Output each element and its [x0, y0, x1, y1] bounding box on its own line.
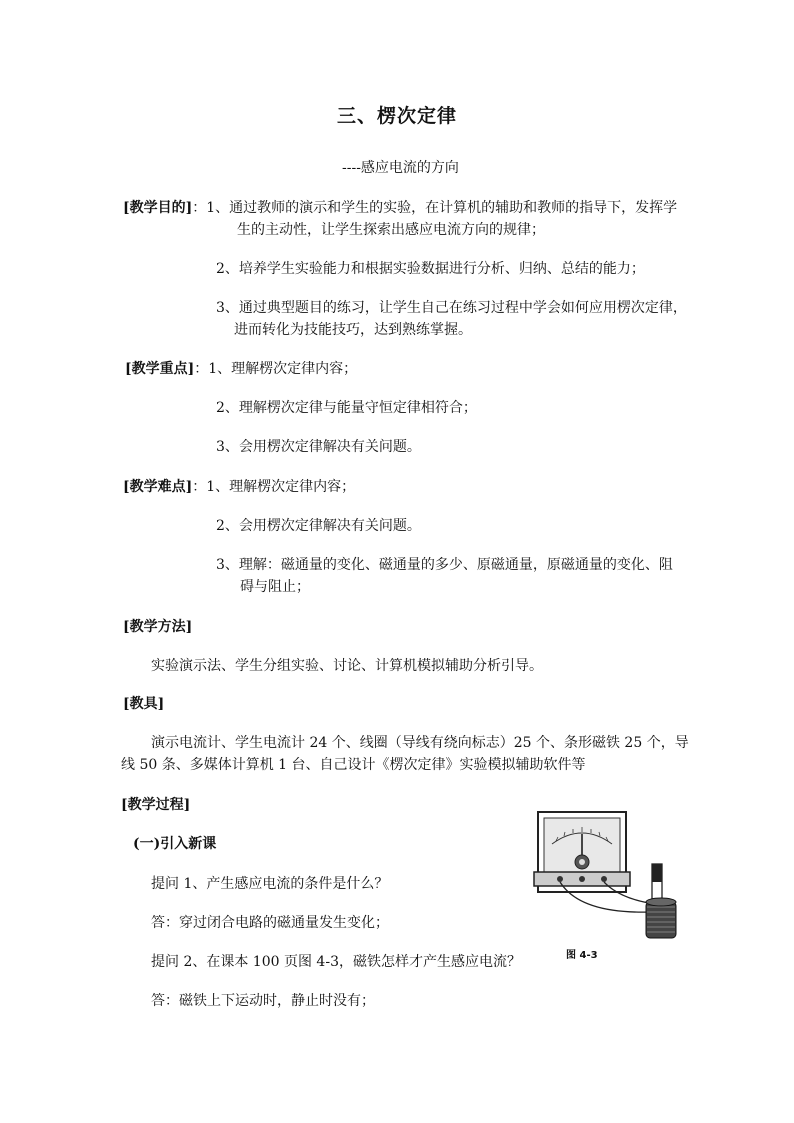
methods-text: 实验演示法、学生分组实验、讨论、计算机模拟辅助分析引导。: [151, 658, 543, 674]
objectives-item3-line2: 进而转化为技能技巧，达到熟练掌握。: [234, 322, 472, 338]
tools-text-line2: 线 50 条、多媒体计算机 1 台、自己设计《楞次定律》实验模拟辅助软件等: [121, 757, 586, 773]
difficulties-item3-line2: 碍与阻止；: [240, 579, 310, 595]
process-section1: (一)引入新课: [133, 836, 217, 852]
difficulties-label: [教学难点]: [123, 479, 193, 495]
process-a2: 答：磁铁上下运动时，静止时没有；: [151, 993, 375, 1009]
difficulties-sep: ：: [192, 479, 207, 495]
objectives-item1-line2: 生的主动性，让学生探索出感应电流方向的规律；: [237, 222, 545, 238]
keypoints-label: [教学重点]: [125, 361, 195, 377]
objectives-row1: [123, 198, 677, 218]
page-subtitle: ----感应电流的方向: [342, 160, 459, 176]
keypoints-item3: 3、会用楞次定律解决有关问题。: [216, 439, 421, 455]
difficulties-item2: 2、会用楞次定律解决有关问题。: [216, 518, 421, 534]
objectives-sep: ：: [192, 200, 207, 216]
keypoints-row1: [125, 359, 357, 379]
difficulties-row1: [123, 477, 355, 497]
difficulties-item3-line1: 3、理解：磁通量的变化、磁通量的多少、原磁通量，原磁通量的变化、阻: [216, 557, 673, 573]
galvanometer-illustration-icon: [530, 804, 700, 974]
keypoints-item1: 1、理解楞次定律内容；: [208, 361, 358, 377]
process-a1: 答：穿过闭合电路的磁通量发生变化；: [151, 915, 389, 931]
tools-text-line1: 演示电流计、学生电流计 24 个、线圈（导线有绕向标志）25 个、条形磁铁 25 个，导: [151, 735, 689, 751]
objectives-item2: 2、培养学生实验能力和根据实验数据进行分析、归纳、总结的能力；: [216, 261, 645, 277]
page-title: 三、楞次定律: [337, 105, 458, 127]
figure-4-3: [530, 804, 700, 974]
process-q1: 提问 1、产生感应电流的条件是什么？: [151, 876, 389, 892]
process-label: [教学过程]: [121, 797, 191, 813]
methods-label: [教学方法]: [123, 619, 193, 635]
keypoints-sep: ：: [194, 361, 209, 377]
objectives-item1-line1: 1、通过教师的演示和学生的实验，在计算机的辅助和教师的指导下，发挥学: [206, 200, 678, 216]
process-q2: 提问 2、在课本 100 页图 4-3，磁铁怎样才产生感应电流？: [151, 954, 521, 970]
objectives-label: [教学目的]: [123, 200, 193, 216]
figure-caption: 图 4-3: [566, 950, 598, 961]
objectives-item3-line1: 3、通过典型题目的练习，让学生自己在练习过程中学会如何应用楞次定律，: [216, 300, 687, 316]
difficulties-item1: 1、理解楞次定律内容；: [206, 479, 356, 495]
keypoints-item2: 2、理解楞次定律与能量守恒定律相符合；: [216, 400, 477, 416]
tools-label: [教具]: [123, 696, 165, 712]
